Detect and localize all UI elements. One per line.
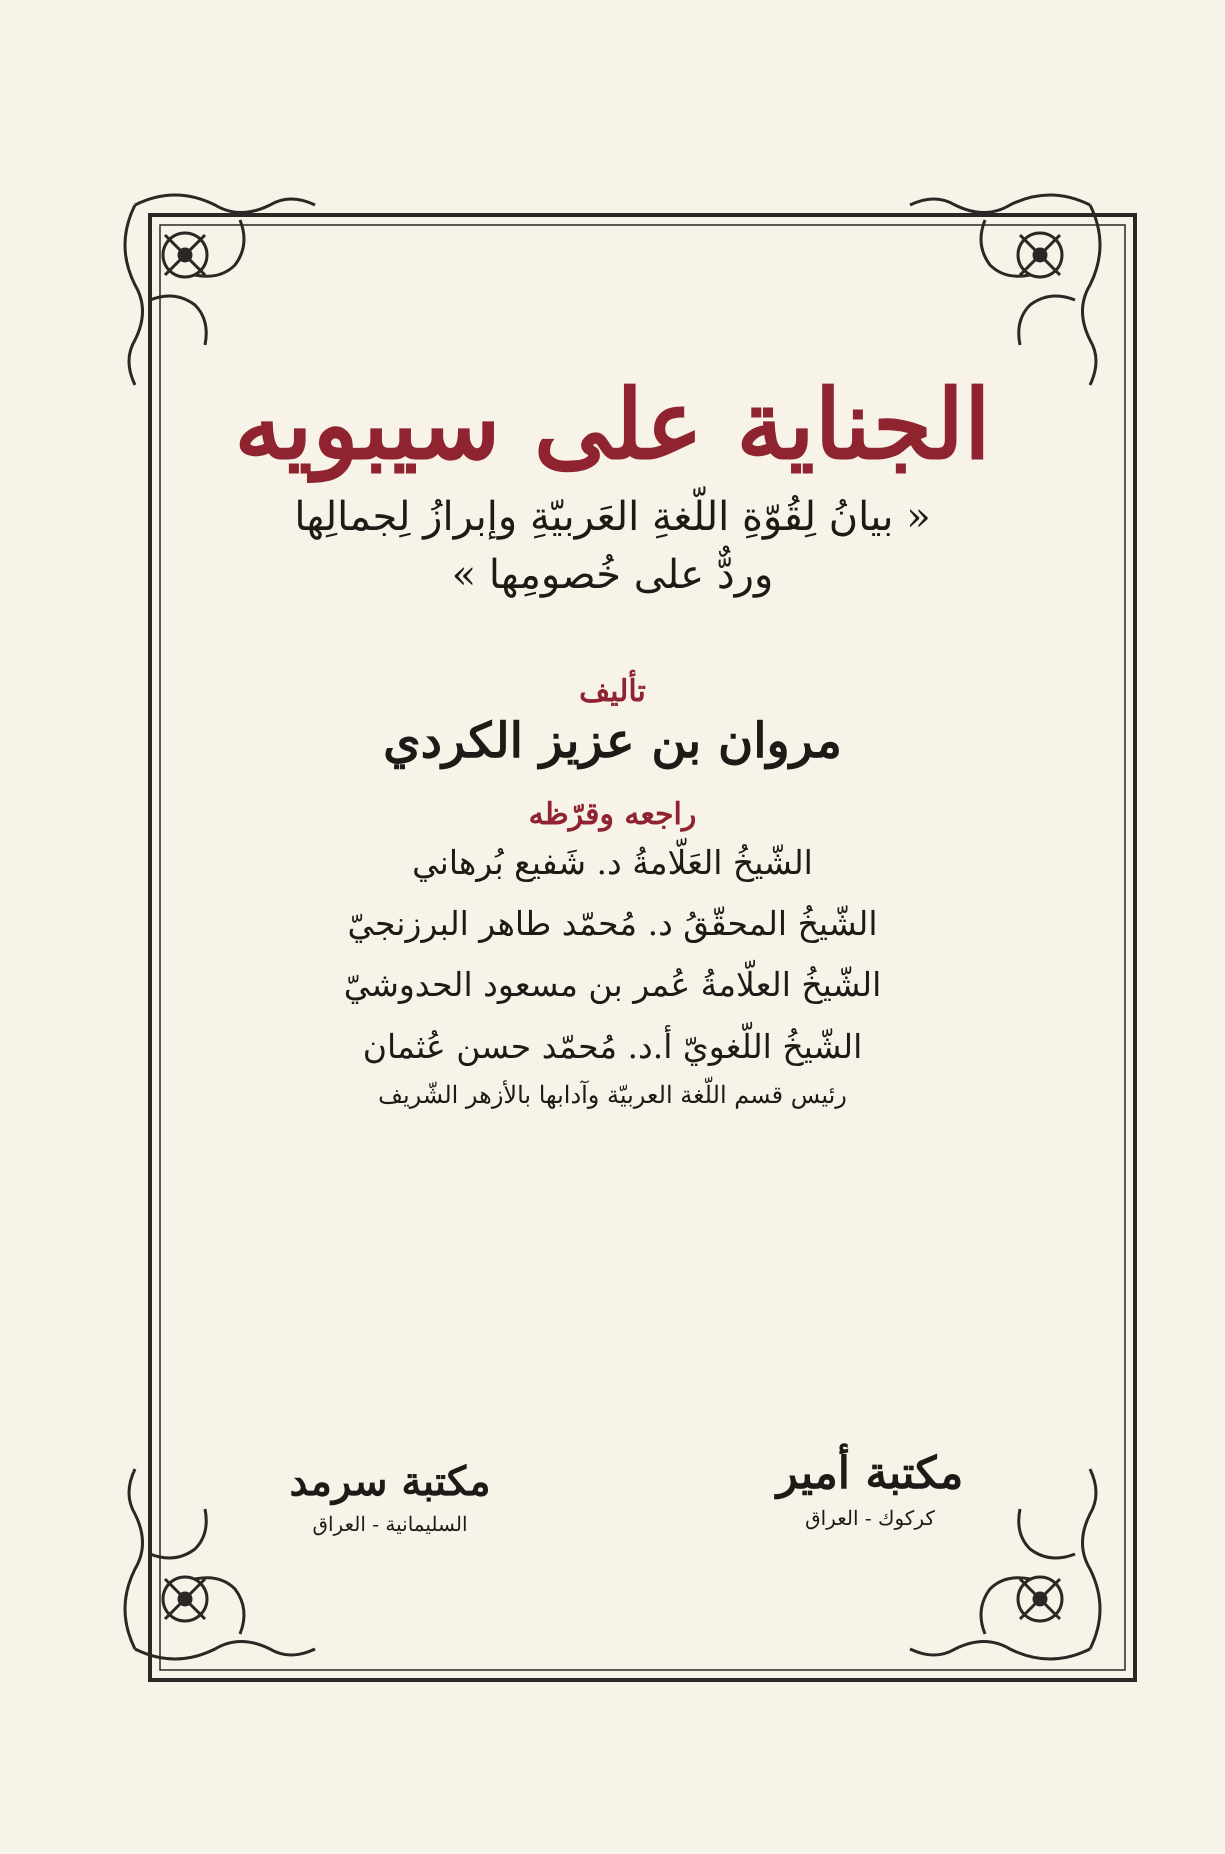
reviewer-4: الشّيخُ اللّغويّ أ.د. مُحمّد حسن عُثمان <box>362 1026 863 1066</box>
title-block <box>200 370 1025 1109</box>
reviewed-label: راجعه وقرّظه <box>528 797 697 833</box>
publisher-left-place: السليمانية - العراق <box>312 1512 468 1536</box>
publisher-right-name: مكتبة أمير <box>776 1448 964 1499</box>
corner-ornament <box>125 195 315 385</box>
authored-by-label: تأليف <box>579 674 646 710</box>
author-name: مروان بن عزيز الكردي <box>383 713 842 770</box>
publisher-right <box>760 1450 980 1530</box>
book-subtitle <box>200 488 1025 604</box>
reviewer-2: الشّيخُ المحقّقُ د. مُحمّد طاهر البرزنجيّ <box>347 904 878 944</box>
publisher-left <box>270 1460 510 1536</box>
reviewer-3: الشّيخُ العلّامةُ عُمر بن مسعود الحدوشيّ <box>343 965 882 1005</box>
reviewer-note: رئيس قسم اللّغة العربيّة وآدابها بالأزهر الشّريف <box>378 1080 847 1109</box>
subtitle-line-1: « بيانُ لِقُوّةِ اللّغةِ العَربيّةِ وإبرازُ لِجمالِها <box>294 494 931 541</box>
publisher-right-place: كركوك - العراق <box>805 1506 935 1531</box>
subtitle-line-2: وردٌّ على خُصومِها » <box>451 552 774 599</box>
publisher-left-name: مكتبة سرمد <box>289 1458 491 1505</box>
reviewers-block <box>200 797 1025 1108</box>
reviewer-1: الشّيخُ العَلّامةُ د. شَفيع بُرهاني <box>412 843 813 883</box>
author-block <box>200 674 1025 769</box>
book-title: الجناية على سيبويه <box>234 368 991 481</box>
